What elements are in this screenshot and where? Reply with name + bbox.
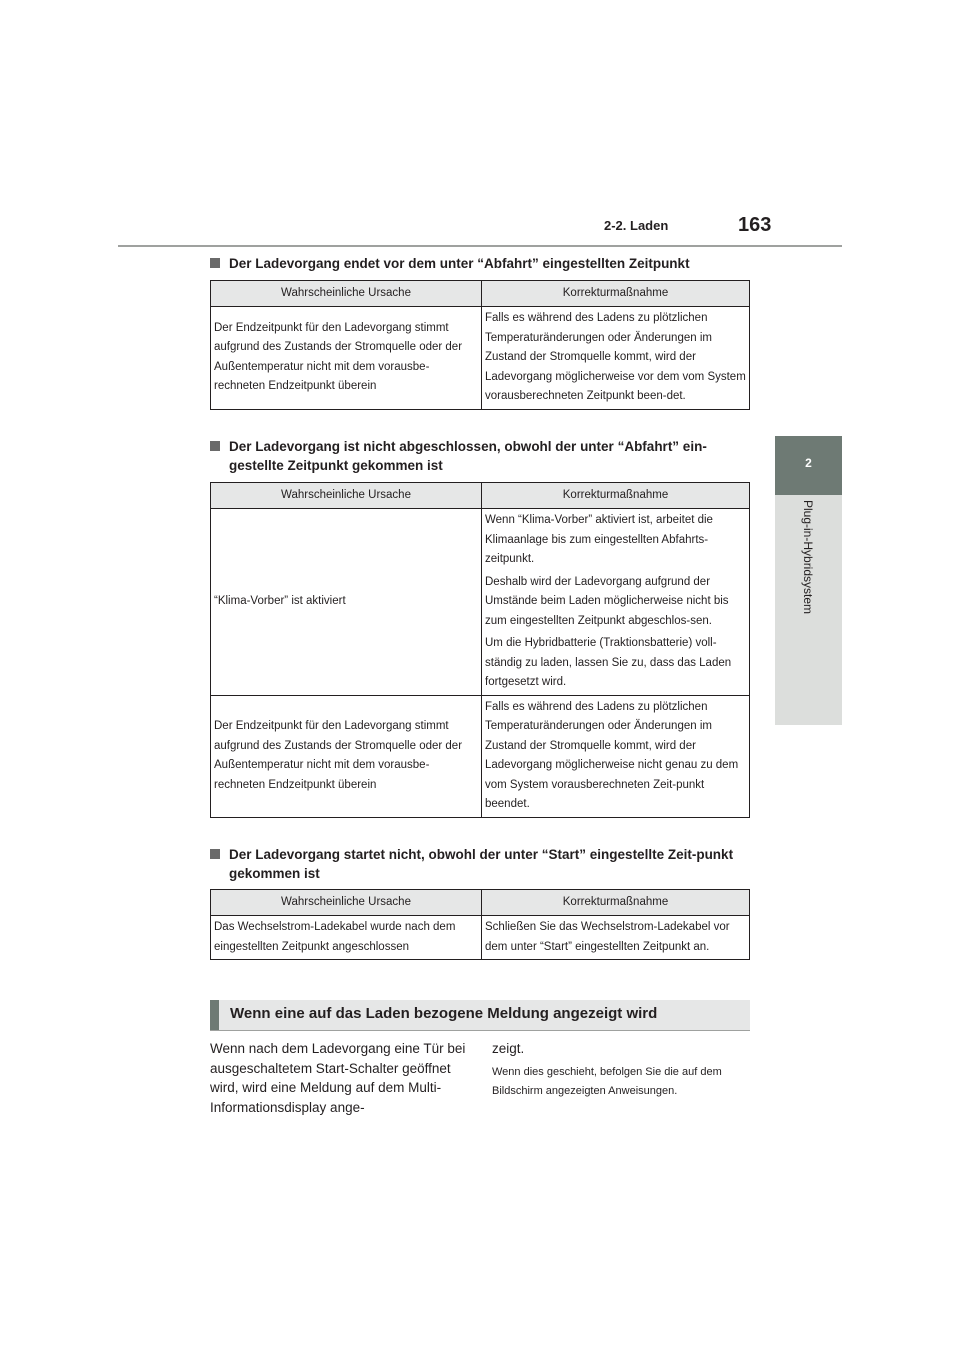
cause-action-table [210, 280, 750, 410]
table-header-row [211, 483, 750, 509]
column-header-action: Korrekturmaßnahme [482, 281, 750, 307]
action-cell [482, 509, 750, 696]
cause-cell: Das Wechselstrom-Ladekabel wurde nach dem eingestellten Zeitpunkt angeschlossen [211, 916, 482, 960]
body-text-right: zeigt. [492, 1041, 525, 1056]
section-heading: Der Ladevorgang startet nicht, obwohl der unter “Start” eingestellte Zeit-punkt gekommen ist [210, 845, 750, 883]
page-number: 163 [738, 214, 772, 236]
column-header-cause: Wahrscheinliche Ursache [211, 281, 482, 307]
square-bullet-icon [210, 849, 220, 859]
column-header-cause: Wahrscheinliche Ursache [211, 483, 482, 509]
table-header-row [211, 281, 750, 307]
chapter-label: Plug-in-Hybridsystem [801, 500, 815, 615]
chapter-number: 2 [805, 456, 812, 470]
square-bullet-icon [210, 441, 220, 451]
column-header-cause: Wahrscheinliche Ursache [211, 890, 482, 916]
body-text-left: Wenn nach dem Ladevorgang eine Tür bei ausgeschaltetem Start-Schalter geöffnet wird, wird eine Meldung auf dem Multi-Informationsdisplay ange- [210, 1041, 466, 1115]
message-section-title: Wenn eine auf das Laden bezogene Meldung angezeigt wird [230, 1005, 658, 1022]
cause-cell: Der Endzeitpunkt für den Ladevorgang stimmt aufgrund des Zustands der Stromquelle oder der Außentemperatur nicht mit dem vorausbe-rechneten Endzeitpunkt überein [211, 307, 482, 410]
cause-cell: “Klima-Vorber” ist aktiviert [211, 509, 482, 696]
action-cell [482, 695, 750, 817]
square-bullet-icon [210, 258, 220, 268]
action-text: Wenn “Klima-Vorber” aktiviert ist, arbeitet die Klimaanlage bis zum eingestellten Abfahrts-zeitpunkt. [485, 514, 713, 565]
action-cell [482, 916, 750, 960]
action-text: Falls es während des Ladens zu plötzlichen Temperaturänderungen oder Änderungen im Zustand der Stromquelle kommt, wird der Ladevorgang möglicherweise nicht genau zu dem vom System vorausberechneten Zeit-punkt beendet. [485, 700, 739, 810]
action-text: Falls es während des Ladens zu plötzlichen Temperaturänderungen oder Änderungen im Zustand der Stromquelle kommt, wird der Ladevorgang möglicherweise vor dem vom System vorausberechneten Zeitpunkt been-det. [485, 312, 746, 402]
table-row [211, 695, 750, 817]
column-header-action: Korrekturmaßnahme [482, 483, 750, 509]
section-title: 2-2. Laden [604, 218, 669, 233]
message-section-heading [210, 1000, 750, 1031]
section-heading: Der Ladevorgang ist nicht abgeschlossen, obwohl der unter “Abfahrt” ein-gestellte Zeitpunkt gekommen ist [210, 437, 750, 475]
action-text: Deshalb wird der Ladevorgang aufgrund der Umstände beim Laden möglicherweise nicht bis zum eingestellten Zeitpunkt abgeschlos-sen. [485, 575, 729, 627]
table-header-row [211, 890, 750, 916]
section-heading: Der Ladevorgang endet vor dem unter “Abfahrt” eingestellten Zeitpunkt [210, 254, 750, 273]
cause-action-table [210, 889, 750, 960]
table-row [211, 916, 750, 960]
action-text: Um die Hybridbatterie (Traktionsbatterie) voll-ständig zu laden, lassen Sie zu, dass das Laden fortgesetzt wird. [485, 637, 732, 688]
heading-accent [210, 1000, 219, 1030]
cause-action-table [210, 482, 750, 818]
header-divider [118, 245, 842, 247]
column-header-action: Korrekturmaßnahme [482, 890, 750, 916]
cause-cell: Der Endzeitpunkt für den Ladevorgang stimmt aufgrund des Zustands der Stromquelle oder der Außentemperatur nicht mit dem vorausbe-rechneten Endzeitpunkt überein [211, 695, 482, 817]
table-row [211, 509, 750, 696]
note-text: Wenn dies geschieht, befolgen Sie die auf dem Bildschirm angezeigten Anweisungen. [492, 1066, 722, 1097]
action-text: Schließen Sie das Wechselstrom-Ladekabel vor dem unter “Start” eingestellten Zeitpunkt an. [485, 921, 730, 953]
action-cell [482, 307, 750, 410]
table-row [211, 307, 750, 410]
